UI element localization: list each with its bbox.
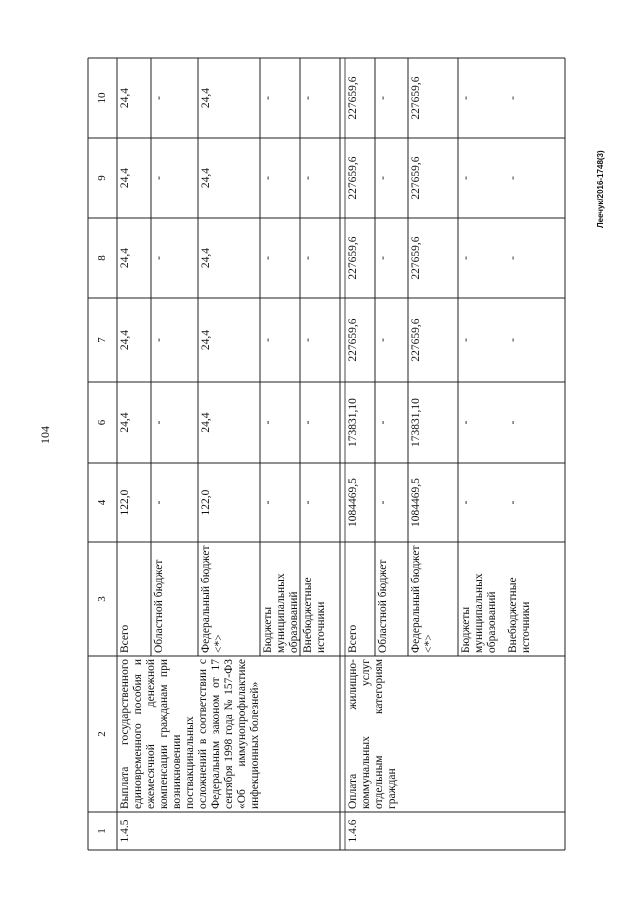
value-cell: -	[460, 420, 472, 425]
source-cell: Всего	[347, 624, 359, 653]
value-cell: -	[153, 338, 165, 342]
value-cell: -	[153, 176, 165, 180]
value-cell: 24,4	[200, 329, 212, 351]
value-cell: 24,4	[200, 167, 212, 189]
column-header: 6	[96, 419, 108, 426]
row-number: 1.4.5	[119, 819, 131, 843]
row-number: 1.4.6	[347, 819, 359, 843]
value-cell: 24,4	[119, 167, 131, 189]
value-cell: -	[302, 256, 314, 260]
column-header: 1	[96, 828, 108, 834]
value-cell: 173831,10	[410, 398, 422, 447]
value-cell: -	[377, 420, 389, 425]
value-cell: -	[153, 256, 165, 260]
column-header: 4	[96, 499, 108, 506]
column-header: 7	[96, 337, 108, 343]
value-cell: 24,4	[119, 247, 131, 269]
value-cell: -	[460, 96, 472, 100]
value-cell: 227659,6	[410, 76, 422, 120]
column-header: 8	[96, 255, 108, 261]
value-cell: 227659,6	[347, 76, 359, 120]
value-cell: 24,4	[119, 412, 131, 433]
value-cell: -	[507, 500, 519, 505]
value-cell: -	[507, 256, 519, 260]
value-cell: 227659,6	[347, 318, 359, 362]
value-cell: -	[460, 338, 472, 342]
value-cell: 227659,6	[347, 156, 359, 200]
value-cell: 24,4	[200, 412, 212, 433]
source-cell: Областной бюджет	[377, 559, 389, 653]
source-cell: Внебюджетные источники	[302, 577, 327, 653]
value-cell: -	[302, 338, 314, 342]
document-stamp: Леечук/2016-1748(3)	[596, 150, 605, 228]
value-cell: 227659,6	[347, 236, 359, 280]
source-cell: Всего	[119, 624, 131, 653]
value-cell: -	[153, 500, 165, 505]
value-cell: -	[153, 96, 165, 100]
row-name: Выплата государственного единовременного пособия и ежемесячной денежной компенсации гражданам при возникновении поствакцинальных осложнений в соответствии с Федеральным законом от 17 сентября 1998 года № 157-ФЗ «Об иммунопрофилактике инфекционных болезней»	[119, 659, 261, 809]
column-header: 3	[96, 596, 108, 602]
value-cell: -	[262, 420, 274, 425]
column-header: 9	[96, 175, 108, 181]
page-number: 104	[38, 426, 52, 444]
value-cell: -	[262, 338, 274, 342]
value-cell: -	[460, 500, 472, 505]
value-cell: -	[507, 338, 519, 342]
value-cell: -	[507, 176, 519, 180]
value-cell: 24,4	[119, 87, 131, 109]
value-cell: 122,0	[119, 489, 131, 516]
value-cell: 24,4	[119, 329, 131, 351]
value-cell: -	[460, 176, 472, 180]
value-cell: -	[507, 96, 519, 100]
value-cell: -	[302, 176, 314, 180]
value-cell: 1084469,5	[410, 478, 422, 527]
value-cell: -	[377, 256, 389, 260]
value-cell: -	[262, 96, 274, 100]
value-cell: -	[377, 96, 389, 100]
source-cell: Федеральный бюджет <*>	[200, 545, 225, 653]
value-cell: -	[262, 500, 274, 505]
value-cell: 227659,6	[410, 236, 422, 280]
value-cell: -	[507, 420, 519, 425]
column-header: 2	[96, 731, 108, 737]
value-cell: -	[302, 420, 314, 425]
source-cell: Бюджеты муниципальных образований	[460, 573, 498, 653]
value-cell: -	[377, 500, 389, 505]
value-cell: 1084469,5	[347, 478, 359, 527]
source-cell: Федеральный бюджет <*>	[410, 545, 435, 653]
value-cell: 227659,6	[410, 318, 422, 362]
value-cell: -	[460, 256, 472, 260]
value-cell: -	[262, 256, 274, 260]
value-cell: -	[377, 176, 389, 180]
value-cell: -	[377, 338, 389, 342]
value-cell: 24,4	[200, 87, 212, 109]
source-cell: Бюджеты муниципальных образований	[262, 573, 300, 653]
row-name: Оплата жилищно-коммунальных услуг отдельным категориям граждан	[347, 659, 398, 809]
value-cell: 227659,6	[410, 156, 422, 200]
value-cell: 24,4	[200, 247, 212, 269]
source-cell: Внебюджетные источники	[507, 577, 532, 653]
value-cell: 122,0	[200, 489, 212, 516]
source-cell: Областной бюджет	[153, 559, 165, 653]
value-cell: -	[262, 176, 274, 180]
value-cell: -	[153, 420, 165, 425]
value-cell: -	[302, 96, 314, 100]
column-header: 10	[96, 92, 108, 104]
value-cell: 173831,10	[347, 398, 359, 447]
value-cell: -	[302, 500, 314, 505]
